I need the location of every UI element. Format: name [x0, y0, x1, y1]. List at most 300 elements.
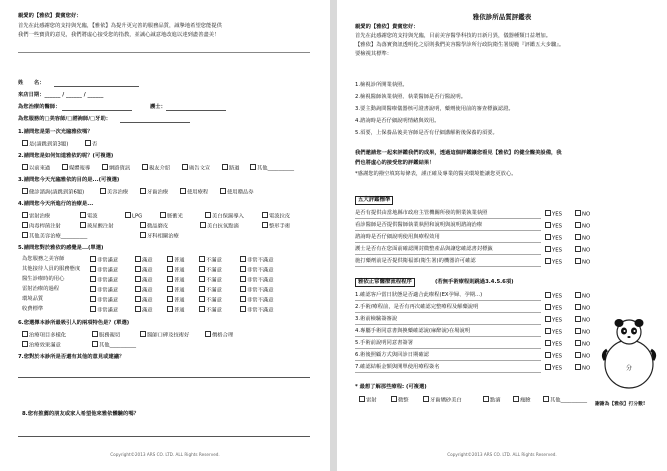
- nurse-label: 護士：: [150, 104, 166, 110]
- q6-option-3[interactable]: [140, 331, 189, 339]
- checkbox[interactable]: [125, 212, 131, 218]
- row-divider: [355, 348, 541, 349]
- checkbox[interactable]: [199, 266, 205, 272]
- option-label: 牙齒治療: [147, 189, 169, 196]
- section-2-title: 雅依正常醫療流程程序: [355, 278, 415, 287]
- yes-option[interactable]: [545, 222, 562, 230]
- checkbox[interactable]: [167, 306, 173, 312]
- q5-row-label: 為您服務之美容師: [22, 256, 65, 262]
- checkbox[interactable]: [575, 352, 581, 358]
- checkbox[interactable]: [90, 296, 96, 302]
- copyright-footer: Copyright©2013 ARS CO. LTD. ALL Rights Reserved.: [447, 452, 557, 457]
- checkbox[interactable]: [545, 292, 551, 298]
- checkbox[interactable]: [135, 306, 141, 312]
- q5-row-label: 醫生診療時的用心: [22, 276, 65, 282]
- option-label: NO: [582, 317, 591, 324]
- checkbox[interactable]: [240, 276, 246, 282]
- q2-option-5[interactable]: [182, 164, 210, 172]
- checkbox[interactable]: [545, 364, 551, 370]
- question-8: 8.您有推薦的朋友或家人希望他來雅依體驗的嗎？: [22, 411, 139, 417]
- invite-note: *感謝您的撥空填寫每條表，謹正確及專業的醫美環境能讓您更放心。: [355, 171, 517, 177]
- option-label: 價格合理: [212, 332, 234, 339]
- option-label: LPG: [132, 213, 143, 220]
- option-label: 整形手術: [269, 223, 291, 230]
- q5-rating-option[interactable]: [135, 286, 153, 294]
- option-label: 滿意: [142, 267, 153, 274]
- q5-rating-option[interactable]: [199, 276, 222, 284]
- option-label: 非常不滿意: [247, 257, 274, 264]
- option-label: 非常不滿意: [247, 287, 274, 294]
- q5-rating-option[interactable]: [167, 296, 185, 304]
- checklist-item: 3.術前檢驗簽審說: [355, 316, 398, 322]
- yes-option[interactable]: [545, 246, 562, 254]
- option-label: YES: [552, 259, 562, 266]
- option-label: 瘦臉: [520, 397, 531, 404]
- q5-rating-option[interactable]: [90, 266, 118, 274]
- yes-option[interactable]: [545, 258, 562, 266]
- checkbox[interactable]: [85, 140, 91, 146]
- invite-line-2: 們也將虛心的接受您的評鑑結果！: [355, 160, 435, 166]
- checkbox[interactable]: [222, 164, 228, 170]
- q5-rating-option[interactable]: [240, 256, 274, 264]
- q5-rating-option[interactable]: [90, 286, 118, 294]
- option-label: 肉毒桿菌注射: [29, 223, 61, 230]
- interest-option-1[interactable]: [359, 396, 377, 404]
- checkbox[interactable]: [140, 232, 146, 238]
- option-label: 不滿意: [206, 307, 222, 314]
- checklist-item: 2.手術/療程前，是否有再次確認完整療程及解藥說明: [355, 304, 479, 310]
- checkbox[interactable]: [575, 328, 581, 334]
- q5-rating-option[interactable]: [199, 286, 222, 294]
- option-label: YES: [552, 365, 562, 372]
- q4-option-5[interactable]: [205, 212, 244, 220]
- no-option[interactable]: [575, 364, 590, 372]
- q2-option-4[interactable]: [142, 164, 170, 172]
- checkbox[interactable]: [199, 296, 205, 302]
- checklist-item: 護士是否有在您面前確認開封微整產品與讓您確認書封標籤: [355, 246, 493, 252]
- checkbox[interactable]: [22, 232, 28, 238]
- checkbox[interactable]: [90, 276, 96, 282]
- option-label: NO: [582, 305, 591, 312]
- intro-line-1: 首先在此感謝您的支持與光臨，目前美容醫學科技的日新月異，儀器種類日益增加。: [355, 33, 551, 39]
- interest-option-4[interactable]: [483, 396, 501, 404]
- q5-row-label: 其他接待人員的服務態度: [22, 266, 81, 272]
- interest-option-3[interactable]: [423, 396, 462, 404]
- option-label: 滿意: [142, 277, 153, 284]
- checkbox[interactable]: [92, 331, 98, 337]
- q3-option-4[interactable]: [180, 188, 208, 196]
- checkbox[interactable]: [22, 140, 28, 146]
- checkbox[interactable]: [220, 188, 226, 194]
- checkbox[interactable]: [545, 222, 551, 228]
- q5-rating-option[interactable]: [199, 256, 222, 264]
- q3-option-2[interactable]: [100, 188, 128, 196]
- interest-option-5[interactable]: [513, 396, 531, 404]
- q5-rating-option[interactable]: [167, 276, 185, 284]
- checkbox[interactable]: [92, 341, 98, 347]
- checkbox[interactable]: [90, 266, 96, 272]
- option-label: YES: [552, 305, 562, 312]
- checkbox[interactable]: [22, 212, 28, 218]
- option-label: YES: [552, 317, 562, 324]
- checkbox[interactable]: [575, 340, 581, 346]
- checkbox[interactable]: [135, 276, 141, 282]
- q4-option-6[interactable]: [262, 212, 290, 220]
- question-6: 6.您選擇本診所最吸引人的兩項特色是？(單選): [18, 320, 130, 326]
- service-staff-field[interactable]: 為您服務的□美容師/□諮詢師/□牙助：: [18, 116, 112, 122]
- row-divider: [355, 360, 541, 361]
- option-label: YES: [552, 341, 562, 348]
- checkbox[interactable]: [135, 286, 141, 292]
- option-label: 不滿意: [206, 267, 222, 274]
- option-label: 普通: [174, 287, 185, 294]
- checkbox[interactable]: [135, 266, 141, 272]
- q4-option-8[interactable]: [80, 222, 114, 230]
- q5-rating-option[interactable]: [199, 306, 222, 314]
- q5-rating-option[interactable]: [135, 256, 153, 264]
- checkbox[interactable]: [575, 292, 581, 298]
- row-divider: [355, 242, 541, 243]
- option-label: 使用療程: [187, 189, 209, 196]
- checklist-item: 6.術後照顧方式與回診日期確認: [355, 352, 429, 358]
- option-label: 服務親切: [99, 332, 121, 339]
- q2-option-6[interactable]: [222, 164, 240, 172]
- yes-option[interactable]: [545, 304, 562, 312]
- q5-rating-option[interactable]: [240, 286, 274, 294]
- option-label: 非常滿意: [97, 307, 119, 314]
- no-option[interactable]: [575, 352, 590, 360]
- no-option[interactable]: [575, 304, 590, 312]
- q5-rating-option[interactable]: [167, 256, 185, 264]
- option-label: NO: [582, 247, 591, 254]
- no-option[interactable]: [575, 328, 590, 336]
- option-label: 非常不滿意: [247, 307, 274, 314]
- checkbox[interactable]: [545, 316, 551, 322]
- checkbox[interactable]: [22, 188, 28, 194]
- checkbox[interactable]: [545, 246, 551, 252]
- row-divider: [355, 300, 541, 301]
- checkbox[interactable]: [90, 256, 96, 262]
- q5-rating-option[interactable]: [90, 276, 118, 284]
- checkbox[interactable]: [205, 331, 211, 337]
- option-label: 雷射: [366, 397, 377, 404]
- row-divider: [355, 324, 541, 325]
- q4-option-12[interactable]: [22, 232, 87, 240]
- option-label: NO: [582, 353, 591, 360]
- q5-rating-option[interactable]: [135, 276, 153, 284]
- checkbox[interactable]: [575, 246, 581, 252]
- option-label: 滿意: [142, 307, 153, 314]
- question-4: 4.請問您今天所進行的治療是...: [18, 201, 94, 207]
- yes-option[interactable]: [545, 328, 562, 336]
- q5-rating-option[interactable]: [135, 296, 153, 304]
- checkbox[interactable]: [142, 164, 148, 170]
- checkbox[interactable]: [100, 188, 106, 194]
- question-1: 1.請問您是第一次光臨雅依嗎？: [18, 129, 93, 135]
- q5-rating-option[interactable]: [240, 306, 274, 314]
- interest-option-6[interactable]: [543, 396, 587, 404]
- q8-answer-line[interactable]: [18, 436, 310, 437]
- checkbox[interactable]: [513, 396, 519, 402]
- q4-option-13[interactable]: [140, 232, 179, 240]
- yes-option[interactable]: [545, 316, 562, 324]
- q4-option-11[interactable]: [262, 222, 290, 230]
- checkbox[interactable]: [575, 316, 581, 322]
- checkbox[interactable]: [575, 364, 581, 370]
- invite-line-1: 我們邀請您一起來評鑑我們的成果，透過這個評鑑讓您看見【雅依】的健全醫美設備，我: [355, 150, 562, 156]
- row-divider: [355, 312, 541, 313]
- q4-option-3[interactable]: [125, 212, 142, 220]
- checklist-item: 1.確認客戶當日狀態是否適合此療程(EX孕婦、孕期...): [355, 292, 483, 298]
- q6-option-6[interactable]: [92, 341, 136, 349]
- option-label: NO: [582, 211, 591, 218]
- yes-option[interactable]: [545, 340, 562, 348]
- q5-rating-option[interactable]: [135, 266, 153, 274]
- option-label: 不滿意: [206, 297, 222, 304]
- no-option[interactable]: [575, 292, 590, 300]
- checkbox[interactable]: [140, 331, 146, 337]
- option-label: 不滿意: [206, 287, 222, 294]
- checkbox[interactable]: [545, 340, 551, 346]
- option-label: 使用贈品券: [227, 189, 254, 196]
- q4-option-4[interactable]: [160, 212, 183, 220]
- q2-option-7[interactable]: [250, 164, 294, 172]
- option-label: NO: [582, 223, 591, 230]
- checkbox[interactable]: [575, 304, 581, 310]
- checkbox[interactable]: [160, 212, 166, 218]
- option-label: YES: [552, 223, 562, 230]
- q6-option-2[interactable]: [92, 331, 120, 339]
- checkbox[interactable]: [423, 396, 429, 402]
- no-option[interactable]: [575, 316, 590, 324]
- q3-option-3[interactable]: [140, 188, 168, 196]
- page-title: 雅依診所品質評鑑表: [472, 13, 532, 21]
- option-label: 非常滿意: [97, 287, 119, 294]
- checkbox[interactable]: [167, 296, 173, 302]
- interest-option-2[interactable]: [391, 396, 409, 404]
- checkbox[interactable]: [545, 258, 551, 264]
- checkbox[interactable]: [22, 341, 28, 347]
- q1-option-2[interactable]: [85, 140, 97, 148]
- option-label: NO: [582, 365, 591, 372]
- checkbox[interactable]: [199, 286, 205, 292]
- checkbox[interactable]: [575, 222, 581, 228]
- q5-rating-option[interactable]: [135, 306, 153, 314]
- yes-option[interactable]: [545, 234, 562, 242]
- checkbox[interactable]: [90, 286, 96, 292]
- checkbox[interactable]: [135, 256, 141, 262]
- option-label: 美容治療: [107, 189, 129, 196]
- option-label: 電波: [87, 213, 98, 220]
- checkbox[interactable]: [80, 222, 86, 228]
- q4-option-9[interactable]: [140, 222, 168, 230]
- option-label: 健診諮詢(請跳到第6題): [29, 189, 85, 196]
- option-label: 普通: [174, 257, 185, 264]
- checkbox[interactable]: [545, 352, 551, 358]
- option-label: 以前來過: [29, 165, 51, 172]
- step-5: 5.須要，上保養品後美容師是否有仔細講解術後保養的須要。: [355, 130, 498, 136]
- intro-line-2: 我們一些寶貴的意見，我們將虛心接受您的指教，並誠心誠意地改進以達到盡善盡美！: [18, 32, 220, 38]
- no-option[interactable]: [575, 340, 590, 348]
- option-label: 治療項目多樣化: [29, 332, 67, 339]
- option-label: 廣告文宣: [189, 165, 211, 172]
- q1-option-1[interactable]: [22, 140, 68, 148]
- checkbox[interactable]: [543, 396, 549, 402]
- q4-option-10[interactable]: [200, 222, 239, 230]
- option-label: 微整: [398, 397, 409, 404]
- q7-answer-line[interactable]: [18, 377, 310, 378]
- option-label: YES: [552, 235, 562, 242]
- checkbox[interactable]: [180, 188, 186, 194]
- no-option[interactable]: [575, 246, 590, 254]
- option-label: 非常滿意: [97, 277, 119, 284]
- checkbox[interactable]: [199, 276, 205, 282]
- option-label: 網路資訊: [109, 165, 131, 172]
- checkbox[interactable]: [199, 256, 205, 262]
- option-label: 玻尿酸注射: [87, 223, 114, 230]
- no-option[interactable]: [575, 222, 590, 230]
- q5-rating-option[interactable]: [199, 296, 222, 304]
- checkbox[interactable]: [359, 396, 365, 402]
- q5-rating-option[interactable]: [240, 296, 274, 304]
- checkbox[interactable]: [545, 234, 551, 240]
- checklist-item: 看診醫師是否提供醫師執業執照和說明與說明諮詢治療: [355, 222, 483, 228]
- checkbox[interactable]: [135, 296, 141, 302]
- q5-rating-option[interactable]: [167, 266, 185, 274]
- q2-option-1[interactable]: [22, 164, 50, 172]
- q5-rating-option[interactable]: [90, 296, 118, 304]
- checkbox[interactable]: [483, 396, 489, 402]
- checkbox[interactable]: [262, 222, 268, 228]
- q4-option-1[interactable]: [22, 212, 50, 220]
- checkbox[interactable]: [80, 212, 86, 218]
- checkbox[interactable]: [575, 234, 581, 240]
- checkbox[interactable]: [167, 266, 173, 272]
- checkbox[interactable]: [140, 188, 146, 194]
- q6-option-1[interactable]: [22, 331, 66, 339]
- greeting: 親愛的【雅依】貴賓您好：: [355, 24, 419, 30]
- q5-rating-option[interactable]: [167, 286, 185, 294]
- checkbox[interactable]: [575, 258, 581, 264]
- panda-mascot-icon: [599, 318, 659, 398]
- step-3: 3.要主動詢問醫療儀器核可證書說明，藥劑使用前的審查標籤認證。: [355, 106, 514, 112]
- yes-option[interactable]: [545, 364, 562, 372]
- checkbox[interactable]: [240, 296, 246, 302]
- option-label: 否: [92, 141, 98, 148]
- name-field[interactable]: [54, 86, 139, 87]
- q5-rating-option[interactable]: [167, 306, 185, 314]
- q6-option-5[interactable]: [22, 341, 61, 349]
- step-2: 2.檢視醫師執業執照、執業醫師是否行醫說明。: [355, 94, 466, 100]
- q5-rating-option[interactable]: [240, 276, 274, 284]
- checkbox[interactable]: [22, 331, 28, 337]
- checkbox[interactable]: [240, 256, 246, 262]
- option-label: NO: [582, 259, 591, 266]
- checkbox[interactable]: [262, 212, 268, 218]
- checkbox[interactable]: [22, 164, 28, 170]
- checkbox[interactable]: [90, 306, 96, 312]
- yes-option[interactable]: [545, 210, 562, 218]
- doctor-field[interactable]: [62, 110, 132, 111]
- checkbox[interactable]: [167, 256, 173, 262]
- q5-row-label: 雷射治療的過程: [22, 286, 60, 292]
- q2-option-3[interactable]: [102, 164, 130, 172]
- intro-line-1: 首先在此感謝您的支持與光臨，【雅依】為提升更完善的服務品質，誠摯地希望您能提供: [18, 23, 222, 29]
- option-label: 非常不滿意: [247, 267, 274, 274]
- option-label: 滿意: [142, 287, 153, 294]
- checkbox[interactable]: [391, 396, 397, 402]
- q4-option-7[interactable]: [22, 222, 61, 230]
- q5-rating-option[interactable]: [199, 266, 222, 274]
- option-label: 普通: [174, 277, 185, 284]
- checkbox[interactable]: [545, 328, 551, 334]
- checkbox[interactable]: [205, 212, 211, 218]
- checkbox[interactable]: [199, 306, 205, 312]
- checkbox[interactable]: [22, 222, 28, 228]
- option-label: 非常滿意: [97, 267, 119, 274]
- checklist-item: 5.手術前說明同意書簽署: [355, 340, 414, 346]
- row-divider: [355, 372, 541, 373]
- checkbox[interactable]: [62, 164, 68, 170]
- treatment-interest-question: * 最想了解那些療程: (可複選): [355, 384, 427, 390]
- checkbox[interactable]: [167, 286, 173, 292]
- checkbox[interactable]: [240, 266, 246, 272]
- row-divider: [355, 230, 541, 231]
- option-label: 不滿意: [206, 257, 222, 264]
- checkbox[interactable]: [167, 276, 173, 282]
- checkbox[interactable]: [200, 222, 206, 228]
- checkbox[interactable]: [140, 222, 146, 228]
- checkbox[interactable]: [250, 164, 256, 170]
- option-label: 雷射治療: [29, 213, 51, 220]
- checkbox[interactable]: [545, 304, 551, 310]
- service-staff-line[interactable]: [120, 122, 190, 123]
- greeting: 親愛的【雅依】貴賓您好：: [18, 13, 82, 19]
- option-label: 普通: [174, 307, 185, 314]
- visit-date-field[interactable]: 來店日期：______ / ______ / ______: [18, 92, 104, 98]
- checkbox[interactable]: [102, 164, 108, 170]
- checkbox[interactable]: [545, 210, 551, 216]
- no-option[interactable]: [575, 210, 590, 218]
- checkbox[interactable]: [575, 210, 581, 216]
- q6-option-4[interactable]: [205, 331, 233, 339]
- no-option[interactable]: [575, 258, 590, 266]
- option-label: 其他__________: [99, 342, 137, 349]
- yes-option[interactable]: [545, 352, 562, 360]
- thanks-note: 謝謝為【雅依】打分數!: [595, 402, 646, 407]
- q3-option-5[interactable]: [220, 188, 254, 196]
- option-label: 脈衝光: [167, 213, 183, 220]
- q5-row-label: 環境品質: [22, 296, 44, 302]
- row-divider: [355, 254, 541, 255]
- yes-option[interactable]: [545, 292, 562, 300]
- q3-option-1[interactable]: [22, 188, 84, 196]
- q5-rating-option[interactable]: [240, 266, 274, 274]
- q5-rating-option[interactable]: [90, 306, 118, 314]
- q5-rating-option[interactable]: [90, 256, 118, 264]
- checkbox[interactable]: [182, 164, 188, 170]
- no-option[interactable]: [575, 234, 590, 242]
- section-1-title: 五大評鑑標準: [355, 196, 393, 205]
- row-divider: [355, 266, 541, 267]
- q2-option-2[interactable]: [62, 164, 90, 172]
- checkbox[interactable]: [240, 306, 246, 312]
- q4-option-2[interactable]: [80, 212, 98, 220]
- checklist-item: 7.確認結帳金額與開單使用療程簽名: [355, 364, 440, 370]
- option-label: 普通: [174, 297, 185, 304]
- nurse-field[interactable]: [166, 110, 226, 111]
- checkbox[interactable]: [240, 286, 246, 292]
